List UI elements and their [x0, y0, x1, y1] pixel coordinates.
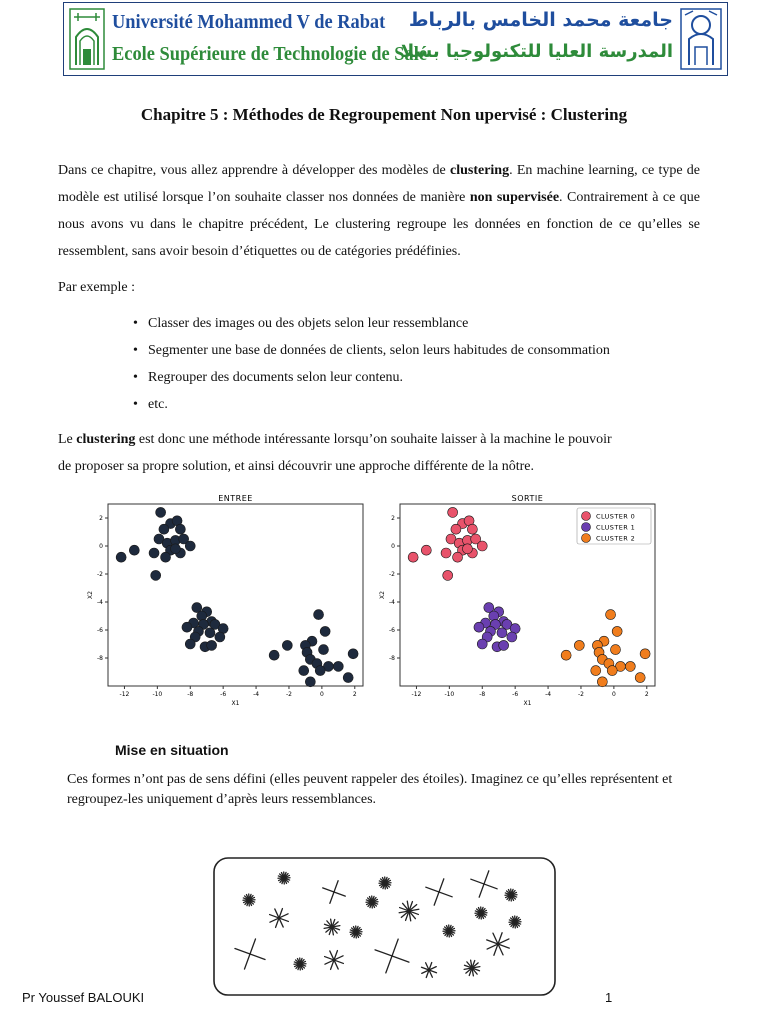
data-point — [320, 626, 330, 636]
scatter-plot-sortie — [380, 492, 660, 707]
intro-text-2: . En machine learning, ce type de modèle est utilisé lorsque l’on souhaite classer nos données de manière — [58, 163, 700, 205]
clustering-paragraph — [58, 426, 700, 480]
x-tick-label: -6 — [512, 691, 519, 698]
data-point — [159, 524, 169, 534]
y-axis-label: X2 — [87, 591, 94, 599]
header-banner — [63, 2, 728, 76]
star-shape — [324, 919, 340, 935]
star-shape — [399, 901, 419, 921]
list-item: • Regrouper des documents selon leur contenu. — [133, 364, 610, 391]
clustering-text-1: Le — [58, 432, 77, 447]
data-point — [497, 628, 507, 638]
situation-line-2: regroupez-les uniquement d’après leurs ressemblances. — [67, 792, 377, 807]
x-tick-label: -12 — [411, 691, 422, 698]
star-shape — [294, 958, 306, 970]
y-tick-label: -8 — [389, 655, 395, 662]
y-tick-label: 2 — [391, 515, 395, 522]
data-point — [333, 661, 343, 671]
star-shapes-illustration — [212, 856, 558, 998]
clustering-bold: clustering — [76, 432, 136, 447]
star-shape — [509, 916, 521, 928]
data-point — [635, 673, 645, 683]
data-point — [421, 545, 431, 555]
data-point — [477, 541, 487, 551]
data-point — [205, 628, 215, 638]
x-tick-label: -2 — [577, 691, 584, 698]
data-point — [175, 524, 185, 534]
data-point — [507, 632, 517, 642]
school-name-fr: Ecole Supérieure de Technologie de Salé — [112, 43, 428, 65]
situation-line-1: Ces formes n’ont pas de sens défini (elles peuvent rappeler des étoiles). Imaginez ce qu’elles représentent et — [67, 772, 673, 787]
clustering-text-3: de proposer sa propre solution, et ainsi découvrir une approche différente de la nôtre. — [58, 459, 534, 474]
data-point — [499, 640, 509, 650]
x-axis-label: X1 — [523, 700, 532, 707]
star-shape — [443, 925, 455, 937]
star-shape — [278, 872, 290, 884]
data-point — [574, 640, 584, 650]
y-tick-label: -4 — [97, 599, 103, 606]
x-tick-label: 0 — [319, 691, 324, 698]
star-shape — [421, 962, 436, 977]
intro-paragraph — [58, 157, 700, 265]
data-point — [129, 545, 139, 555]
x-tick-label: 0 — [611, 691, 616, 698]
example-label: Par exemple : — [58, 280, 135, 295]
star-shape — [379, 877, 391, 889]
star-shape — [505, 889, 517, 901]
chapter-title: Chapitre 5 : Méthodes de Regroupement Non upervisé : Clustering — [140, 105, 628, 124]
x-tick-label: -12 — [119, 691, 130, 698]
legend-marker — [582, 512, 591, 521]
legend-marker — [582, 523, 591, 532]
star-shape — [464, 960, 480, 976]
data-point — [185, 541, 195, 551]
star-shape — [366, 896, 378, 908]
data-point — [343, 673, 353, 683]
data-point — [462, 544, 472, 554]
star-shape — [350, 926, 362, 938]
data-point — [315, 666, 325, 676]
intro-bold-clustering: clustering — [449, 163, 510, 178]
data-point — [448, 507, 458, 517]
x-tick-label: -4 — [545, 691, 552, 698]
star-shape — [426, 879, 452, 905]
university-logo-icon — [68, 7, 106, 71]
list-item: • etc. — [133, 391, 610, 418]
intro-text-1: Dans ce chapitre, vous allez apprendre à développer des modèles de — [58, 163, 450, 178]
y-tick-label: -8 — [97, 655, 103, 662]
data-point — [207, 640, 217, 650]
school-logo-icon — [679, 7, 723, 71]
data-point — [161, 552, 171, 562]
data-point — [156, 507, 166, 517]
star-shape — [325, 951, 344, 970]
legend-label: CLUSTER 1 — [596, 523, 636, 532]
data-point — [625, 661, 635, 671]
star-shape — [243, 894, 255, 906]
legend-marker — [582, 534, 591, 543]
data-point — [474, 622, 484, 632]
star-shape — [270, 909, 289, 928]
data-point — [182, 622, 192, 632]
chart-title: ENTREE — [218, 494, 253, 503]
y-tick-label: 0 — [391, 543, 395, 550]
footer-page-number: 1 — [605, 990, 613, 1005]
star-shape — [487, 933, 510, 956]
x-tick-label: -2 — [285, 691, 292, 698]
star-shape — [375, 939, 409, 973]
data-point — [441, 548, 451, 558]
x-tick-label: 2 — [644, 691, 649, 698]
x-tick-label: -10 — [444, 691, 455, 698]
star-shape — [235, 939, 265, 969]
data-point — [467, 524, 477, 534]
university-name-fr: Université Mohammed V de Rabat — [112, 11, 386, 33]
data-point — [611, 645, 621, 655]
data-point — [597, 677, 607, 687]
intro-text-3: . Contrairement à ce que nous avons vu dans le chapitre précédent, Le clustering regroupe les données en fonction de ce qu’elles se ressemblent, sans avoir besoin d’étiquettes ou de catégories prédéfinies. — [58, 190, 700, 259]
school-name-ar: المدرسة العليا للتكنولوجيا بسلا — [400, 41, 673, 62]
data-point — [185, 639, 195, 649]
data-point — [319, 645, 329, 655]
intro-bold-unsupervised: non supervisée — [469, 190, 560, 205]
x-tick-label: -4 — [253, 691, 260, 698]
data-point — [453, 552, 463, 562]
data-point — [591, 666, 601, 676]
x-tick-label: 2 — [352, 691, 357, 698]
x-axis-label: X1 — [231, 700, 240, 707]
data-point — [348, 649, 358, 659]
data-point — [282, 640, 292, 650]
clustering-text-2: est donc une méthode intéressante lorsqu’on souhaite laisser à la machine le pouvoir — [135, 432, 612, 447]
data-point — [607, 666, 617, 676]
data-point — [477, 639, 487, 649]
x-tick-label: -8 — [187, 691, 194, 698]
data-point — [215, 632, 225, 642]
data-point — [640, 649, 650, 659]
star-shape — [471, 871, 497, 897]
example-list — [133, 310, 610, 418]
data-point — [612, 626, 622, 636]
star-shape — [323, 881, 346, 904]
y-tick-label: -2 — [97, 571, 103, 578]
y-tick-label: -6 — [389, 627, 395, 634]
legend-label: CLUSTER 0 — [596, 512, 636, 521]
list-item: • Classer des images ou des objets selon leur ressemblance — [133, 310, 610, 337]
data-point — [451, 524, 461, 534]
y-tick-label: -6 — [97, 627, 103, 634]
data-point — [314, 610, 324, 620]
plot-frame — [108, 504, 363, 686]
list-item: • Segmenter une base de données de clients, selon leurs habitudes de consommation — [133, 337, 610, 364]
x-tick-label: -10 — [152, 691, 163, 698]
x-tick-label: -8 — [479, 691, 486, 698]
data-point — [149, 548, 159, 558]
data-point — [299, 666, 309, 676]
chart-title: SORTIE — [511, 494, 544, 503]
y-tick-label: -4 — [389, 599, 395, 606]
footer-author: Pr Youssef BALOUKI — [22, 990, 145, 1005]
data-point — [269, 650, 279, 660]
y-tick-label: 0 — [99, 543, 103, 550]
situation-paragraph — [67, 770, 727, 810]
data-point — [151, 570, 161, 580]
star-shape — [475, 907, 487, 919]
y-axis-label: X2 — [379, 591, 386, 599]
data-point — [408, 552, 418, 562]
data-point — [561, 650, 571, 660]
y-tick-label: -2 — [389, 571, 395, 578]
university-name-ar: جامعة محمد الخامس بالرباط — [408, 9, 673, 31]
data-point — [443, 570, 453, 580]
legend-label: CLUSTER 2 — [596, 534, 636, 543]
data-point — [606, 610, 616, 620]
scatter-plot-entree — [88, 492, 368, 707]
x-tick-label: -6 — [220, 691, 227, 698]
data-point — [116, 552, 126, 562]
y-tick-label: 2 — [99, 515, 103, 522]
data-point — [305, 677, 315, 687]
data-point — [170, 544, 180, 554]
situation-heading: Mise en situation — [115, 742, 229, 758]
